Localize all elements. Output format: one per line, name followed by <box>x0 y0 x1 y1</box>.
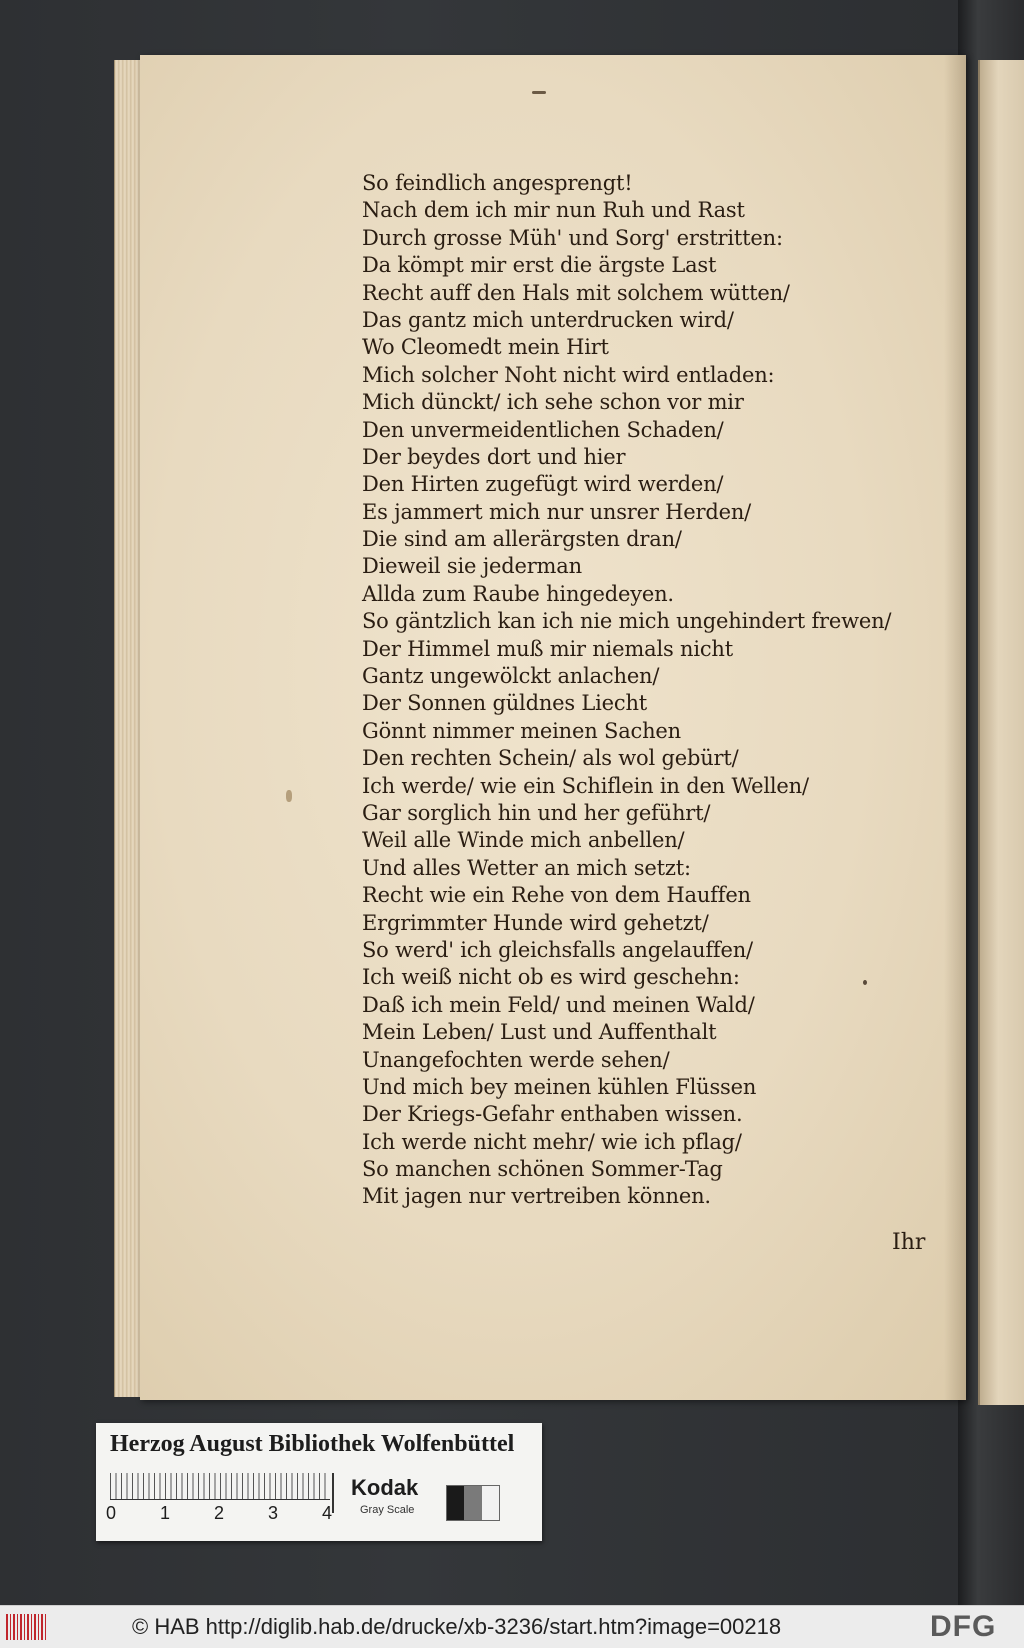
barcode-icon <box>6 1614 48 1640</box>
poem-line: Recht auff den Hals mit solchem wütten/ <box>362 280 790 305</box>
poem-line: Den unvermeidentlichen Schaden/ <box>362 417 724 442</box>
poem-line: Und mich bey meinen kühlen Flüssen <box>362 1074 757 1099</box>
poem-line: Da kömpt mir erst die ärgste Last <box>362 253 717 278</box>
ruler-label: 2 <box>214 1503 225 1523</box>
library-name: Herzog August Bibliothek Wolfenbüttel <box>110 1431 515 1457</box>
poem-line: Dieweil sie jederman <box>362 554 582 579</box>
copyright-link[interactable]: © HAB http://diglib.hab.de/drucke/xb-3236/start.htm?image=00218 <box>132 1614 782 1639</box>
poem-line: So gäntzlich kan ich nie mich ungehindert frewen/ <box>362 609 892 634</box>
poem-line: Der Himmel muß mir niemals nicht <box>362 636 733 661</box>
gray-swatch <box>464 1486 481 1520</box>
poem-line: Ich weiß nicht ob es wird geschehn: <box>362 965 740 990</box>
poem-line: Mein Leben/ Lust und Auffenthalt <box>362 1020 717 1045</box>
poem-line: Mit jagen nur vertreiben können. <box>362 1184 711 1209</box>
poem-text <box>362 170 891 1211</box>
poem-line: Wo Cleomedt mein Hirt <box>362 335 609 360</box>
gray-scale-label: Gray Scale <box>360 1504 415 1516</box>
ruler-label: 0 <box>106 1503 117 1523</box>
poem-line: Mich dünckt/ ich sehe schon vor mir <box>362 390 744 415</box>
library-scale-card <box>96 1423 542 1541</box>
poem-line: Durch grosse Müh' und Sorg' erstritten: <box>362 225 783 250</box>
poem-line: Daß ich mein Feld/ und meinen Wald/ <box>362 992 755 1017</box>
ruler-labels <box>106 1503 346 1527</box>
poem-line: So feindlich angesprengt! <box>362 171 633 195</box>
poem-line: Ich werde nicht mehr/ wie ich pflag/ <box>362 1129 742 1154</box>
poem-line: Unangefochten werde sehen/ <box>362 1047 670 1072</box>
book-page <box>140 55 966 1400</box>
footer-bar <box>0 1605 1024 1648</box>
poem-line: Der beydes dort und hier <box>362 444 626 469</box>
poem-line: Gar sorglich hin und her geführt/ <box>362 800 711 825</box>
poem-line: Ergrimmter Hunde wird gehetzt/ <box>362 910 709 935</box>
gutter-shadow <box>944 55 966 1400</box>
poem-line: Weil alle Winde mich anbellen/ <box>362 828 685 853</box>
dfg-logo: DFG <box>930 1610 997 1643</box>
poem-line: Ich werde/ wie ein Schiflein in den Wellen/ <box>362 773 809 798</box>
poem-line: Mich solcher Noht nicht wird entladen: <box>362 362 775 387</box>
poem-line: Nach dem ich mir nun Ruh und Rast <box>362 198 745 223</box>
poem-line: Gantz ungewölckt anlachen/ <box>362 664 660 689</box>
facing-page-edge <box>978 60 1024 1405</box>
ruler-scale <box>110 1473 330 1500</box>
poem-line: Und alles Wetter an mich setzt: <box>362 855 691 880</box>
poem-line: Der Sonnen güldnes Liecht <box>362 691 648 716</box>
poem-line: So werd' ich gleichsfalls angelauffen/ <box>362 937 753 962</box>
poem-line: Der Kriegs-Gefahr enthaben wissen. <box>362 1102 743 1127</box>
gray-swatch <box>447 1486 464 1520</box>
paper-stain <box>286 790 292 802</box>
poem-line: Recht wie ein Rehe von dem Hauffen <box>362 883 751 908</box>
page-mark <box>532 91 546 94</box>
poem-line: Die sind am allerärgsten dran/ <box>362 527 682 552</box>
poem-line: Allda zum Raube hingedeyen. <box>362 581 674 606</box>
kodak-logo: Kodak <box>351 1475 419 1500</box>
poem-line: Es jammert mich nur unsrer Herden/ <box>362 499 752 524</box>
divider <box>332 1473 334 1513</box>
gray-swatch <box>482 1486 499 1520</box>
catchword: Ihr <box>892 1230 926 1255</box>
poem-line: Den Hirten zugefügt wird werden/ <box>362 472 724 497</box>
poem-line: Den rechten Schein/ als wol gebürt/ <box>362 746 739 771</box>
ruler-label: 4 <box>322 1503 333 1523</box>
poem-line: Gönnt nimmer meinen Sachen <box>362 718 681 743</box>
poem-line: Das gantz mich unterdrucken wird/ <box>362 307 734 332</box>
ruler-label: 1 <box>160 1503 171 1523</box>
gray-scale-swatches <box>446 1485 500 1521</box>
poem-line: So manchen schönen Sommer-Tag <box>362 1157 723 1182</box>
ruler-label: 3 <box>268 1503 279 1523</box>
